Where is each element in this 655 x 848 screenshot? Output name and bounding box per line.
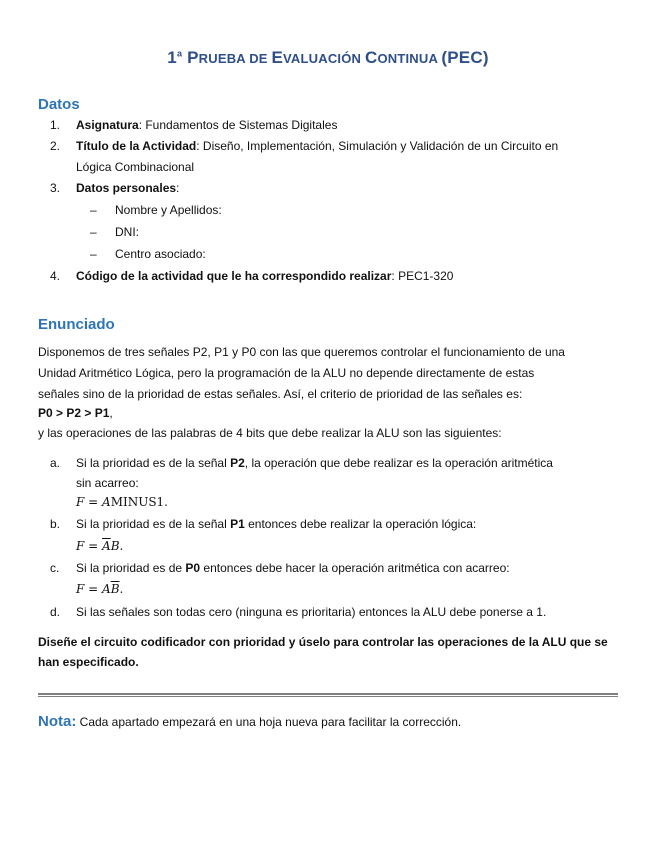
- priority-tail: ,: [109, 406, 113, 420]
- title-number: 1: [167, 48, 177, 67]
- page-title: [38, 48, 618, 68]
- case-letter: b.: [50, 517, 61, 531]
- horizontal-divider: [38, 693, 618, 697]
- nota-line: [38, 711, 618, 733]
- title-cap: P: [187, 48, 199, 67]
- case-text: entonces debe realizar la operación lógica:: [244, 517, 477, 531]
- item-number: 3.: [50, 181, 61, 195]
- item-label: Datos personales: [76, 181, 177, 195]
- item-label: Asignatura: [76, 118, 139, 132]
- case-text: Si las señales son todas cero (ninguna es prioritaria) entonces la ALU debe ponerse a 1.: [76, 605, 547, 619]
- formula-var: A: [102, 495, 111, 509]
- item-label: Código de la actividad que le ha correspondido realizar: [76, 269, 392, 283]
- signal-name: P1: [230, 517, 245, 531]
- priority-line: [38, 403, 618, 424]
- paragraph-line: y las operaciones de las palabras de 4 bits que debe realizar la ALU son las siguientes:: [38, 426, 502, 440]
- priority-order: P0 > P2 > P1: [38, 406, 110, 420]
- formula-eq: =: [84, 582, 103, 596]
- personal-field-label: Nombre y Apellidos:: [115, 203, 222, 217]
- task-line: [38, 652, 618, 673]
- case-letter: c.: [50, 561, 60, 575]
- task-line: [38, 632, 618, 653]
- item-value: : Diseño, Implementación, Simulación y Validación de un Circuito en: [196, 139, 559, 153]
- enunciado-heading: Enunciado: [38, 316, 115, 333]
- nota-text: Cada apartado empezará en una hoja nueva para facilitar la corrección.: [76, 715, 462, 729]
- personal-field-label: DNI:: [115, 225, 139, 239]
- case-text: Si la prioridad es de: [76, 561, 186, 575]
- formula-eq: =: [84, 495, 103, 509]
- signal-name: P0: [185, 561, 201, 575]
- case-text: Si la prioridad es de la señal: [76, 456, 231, 470]
- title-word: (PEC): [441, 48, 489, 67]
- title-cap: C: [364, 48, 378, 67]
- case-text: Si la prioridad es de la señal: [76, 517, 231, 531]
- item-value: Lógica Combinacional: [76, 160, 195, 174]
- formula-end: .: [119, 539, 124, 553]
- dash-bullet: –: [90, 225, 97, 239]
- formula-var: F: [76, 539, 85, 553]
- dash-bullet: –: [90, 247, 97, 261]
- formula-eq: =: [84, 539, 103, 553]
- case-text: , la operación que debe realizar es la operación aritmética: [244, 456, 553, 470]
- task-text: Diseñe el circuito codificador con prioridad y úselo para controlar las operaciones de la ALU que se: [38, 635, 608, 649]
- datos-heading: Datos: [38, 96, 80, 113]
- formula-var: F: [76, 582, 85, 596]
- formula-var-negated: $\overline{B}$: [110, 582, 120, 596]
- paragraph-line: señales sino de la prioridad de estas señales. Así, el criterio de prioridad de las señales es:: [38, 387, 523, 401]
- item-number: 2.: [50, 139, 61, 153]
- nota-label: Nota:: [38, 713, 77, 730]
- formula-var-negated: $\overline{A}$: [102, 539, 111, 553]
- item-number: 1.: [50, 118, 61, 132]
- title-word: RUEBA DE: [198, 51, 272, 66]
- formula-end: .: [119, 582, 124, 596]
- case-letter: d.: [50, 605, 61, 619]
- paragraph-line: Unidad Aritmético Lógica, pero la programación de la ALU no depende directamente de estas: [38, 366, 535, 380]
- item-label: Título de la Actividad: [76, 139, 197, 153]
- task-text: han especificado.: [38, 655, 139, 669]
- formula-var: B: [110, 539, 120, 553]
- case-text: entonces debe hacer la operación aritmética con acarreo:: [200, 561, 510, 575]
- title-cap: E: [271, 48, 284, 67]
- item-value: :: [176, 181, 180, 195]
- formula-var: A: [102, 582, 111, 596]
- title-word: ONTINUA: [377, 51, 442, 66]
- item-value: : Fundamentos de Sistemas Digitales: [138, 118, 338, 132]
- formula-var: F: [76, 495, 85, 509]
- item-number: 4.: [50, 269, 61, 283]
- case-letter: a.: [50, 456, 61, 470]
- formula-var: MINUS1.: [110, 495, 168, 509]
- personal-field-label: Centro asociado:: [115, 247, 206, 261]
- signal-name: P2: [230, 456, 245, 470]
- title-ordinal: a: [176, 48, 183, 59]
- title-word: VALUACIÓN: [283, 51, 365, 66]
- case-text: sin acarreo:: [76, 476, 139, 490]
- dash-bullet: –: [90, 203, 97, 217]
- paragraph-line: Disponemos de tres señales P2, P1 y P0 con las que queremos controlar el funcionamiento de una: [38, 345, 565, 359]
- item-value: : PEC1-320: [391, 269, 454, 283]
